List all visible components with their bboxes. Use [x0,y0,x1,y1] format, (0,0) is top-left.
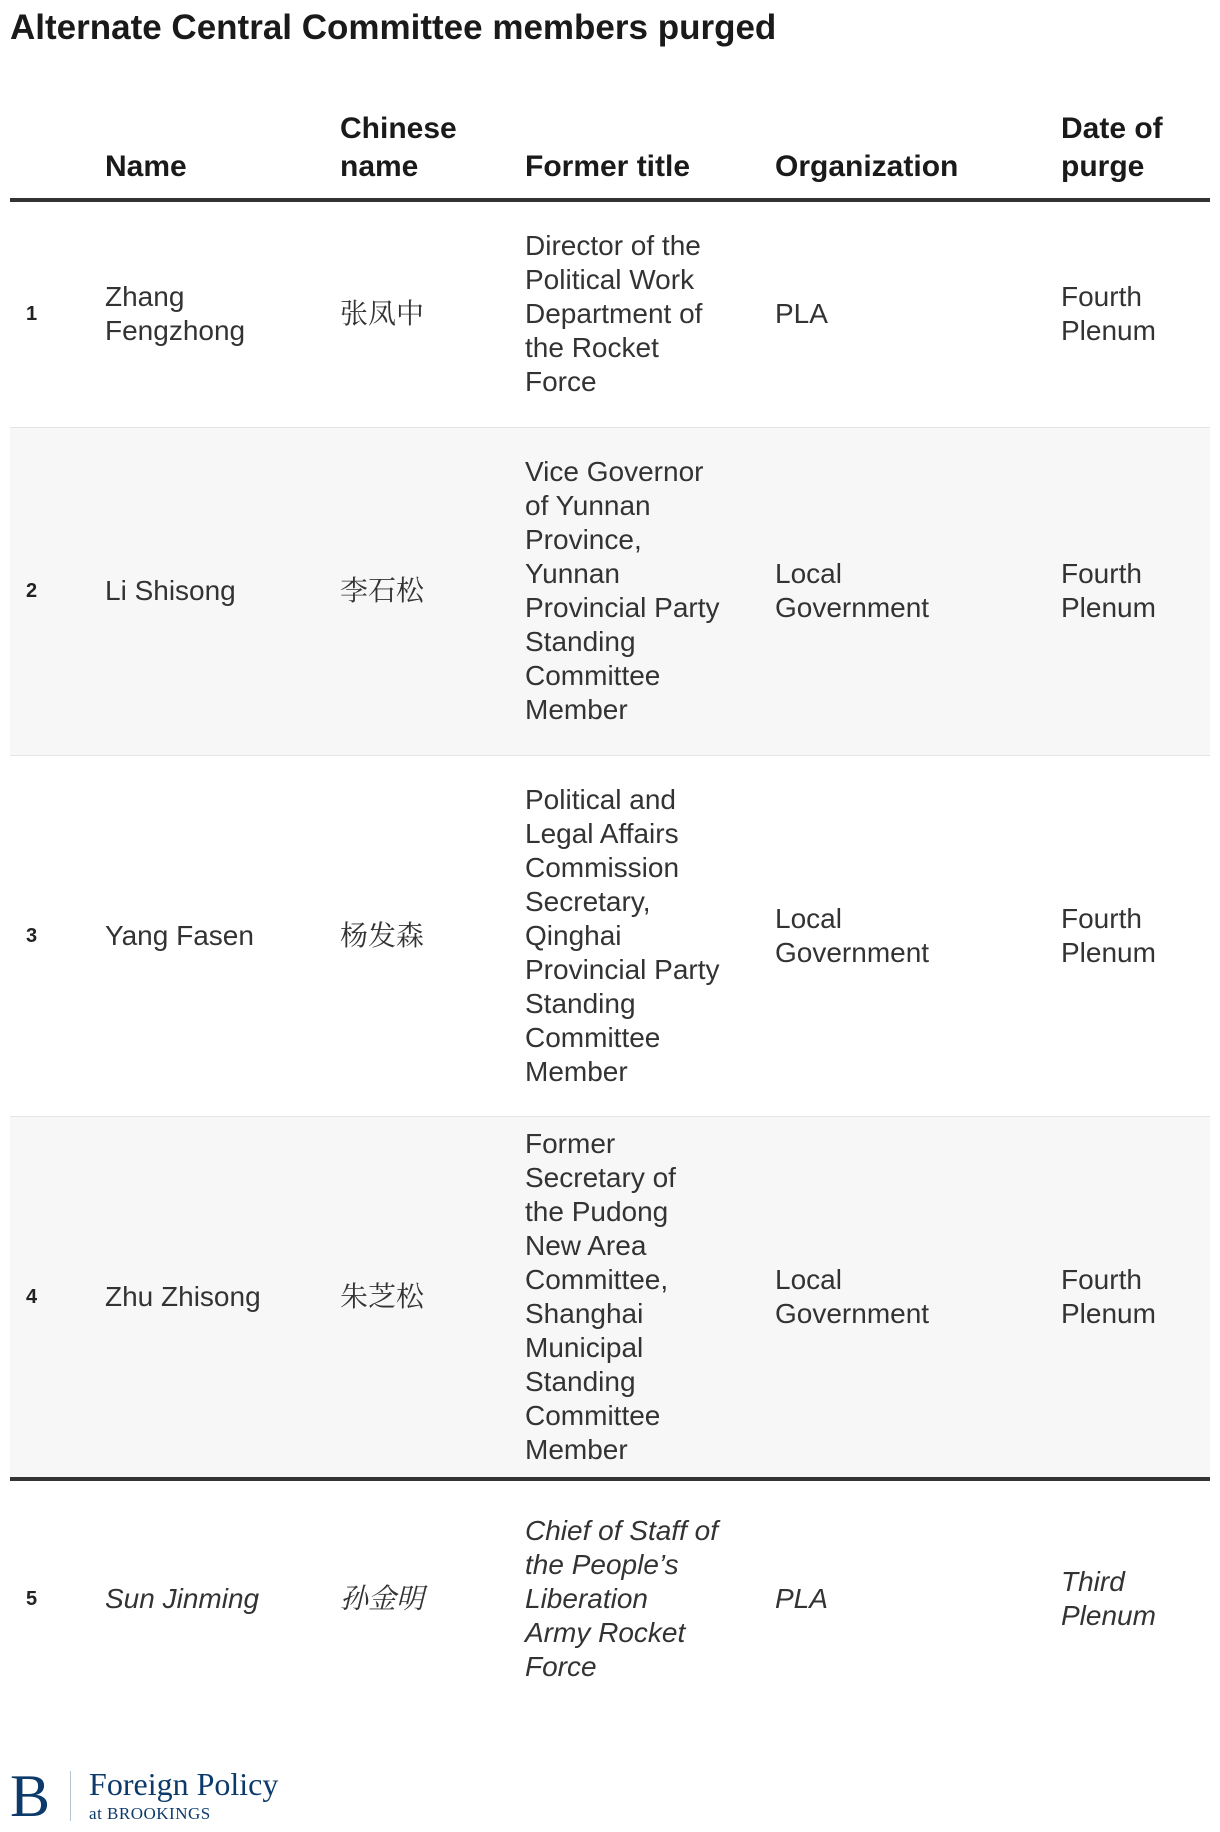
former-title-cell: Former Secretary of the Pudong New Area Committee, Shanghai Municipal Standing Committee Member [525,1127,676,1465]
logo-name: Foreign Policy [89,1766,279,1802]
header-organization: Organization [775,110,1061,200]
former-title-cell: Political and Legal Affairs Commission Secretary, Qinghai Provincial Party Standing Committee Member [525,783,720,1087]
table-row [10,200,1210,427]
chinese-name-cell: 朱芝松 [340,1280,425,1312]
date-cell: Third Plenum [1061,1565,1156,1631]
header-chinese-name: Chinese name [340,110,525,200]
former-title-cell: Director of the Political Work Department of the Rocket Force [525,230,703,398]
name-cell: Zhang Fengzhong [105,281,246,347]
header-former-title: Former title [525,110,775,200]
chinese-name-cell: 李石松 [340,575,425,606]
table-header [10,110,1210,200]
row-number: 2 [26,580,38,602]
organization-cell: Local Government [775,902,930,968]
table-row [10,427,1210,755]
organization-cell: Local Government [775,1263,930,1329]
row-number: 1 [26,303,38,326]
date-cell: Fourth Plenum [1061,281,1156,347]
organization-cell: Local Government [775,558,930,623]
former-title-cell: Chief of Staff of the People’s Liberation Army Rocket Force [525,1514,718,1682]
name-cell: Zhu Zhisong [105,1280,261,1312]
date-cell: Fourth Plenum [1061,902,1156,968]
brookings-b-logo-mark: B [10,1763,51,1829]
chinese-name-cell: 孙金明 [340,1582,425,1614]
organization-cell: PLA [775,298,828,330]
date-cell: Fourth Plenum [1061,558,1156,623]
name-cell: Yang Fasen [105,919,254,951]
name-cell: Sun Jinming [105,1582,260,1614]
name-cell: Li Shisong [105,575,236,606]
header-date: Date of purge [1061,110,1210,200]
table-row [10,1479,1210,1717]
logo-subtitle: at BROOKINGS [89,1804,211,1823]
header-name: Name [105,110,340,200]
header-num [10,110,105,200]
chinese-name-cell: 张凤中 [340,298,425,330]
table-row [10,1116,1210,1479]
date-cell: Fourth Plenum [1061,1263,1156,1329]
former-title-cell: Vice Governor of Yunnan Province, Yunnan Provincial Party Standing Committee Member [525,456,720,725]
foreign-policy-brookings-logo [10,1763,279,1829]
row-number: 5 [26,1587,38,1610]
row-number: 4 [26,1285,38,1308]
row-number: 3 [26,924,38,947]
organization-cell: PLA [775,1582,828,1614]
purged-members-table [10,110,1210,1717]
page-title: Alternate Central Committee members purged [10,8,777,47]
chinese-name-cell: 杨发森 [340,919,425,951]
logo-divider [70,1771,71,1821]
table-row [10,755,1210,1116]
